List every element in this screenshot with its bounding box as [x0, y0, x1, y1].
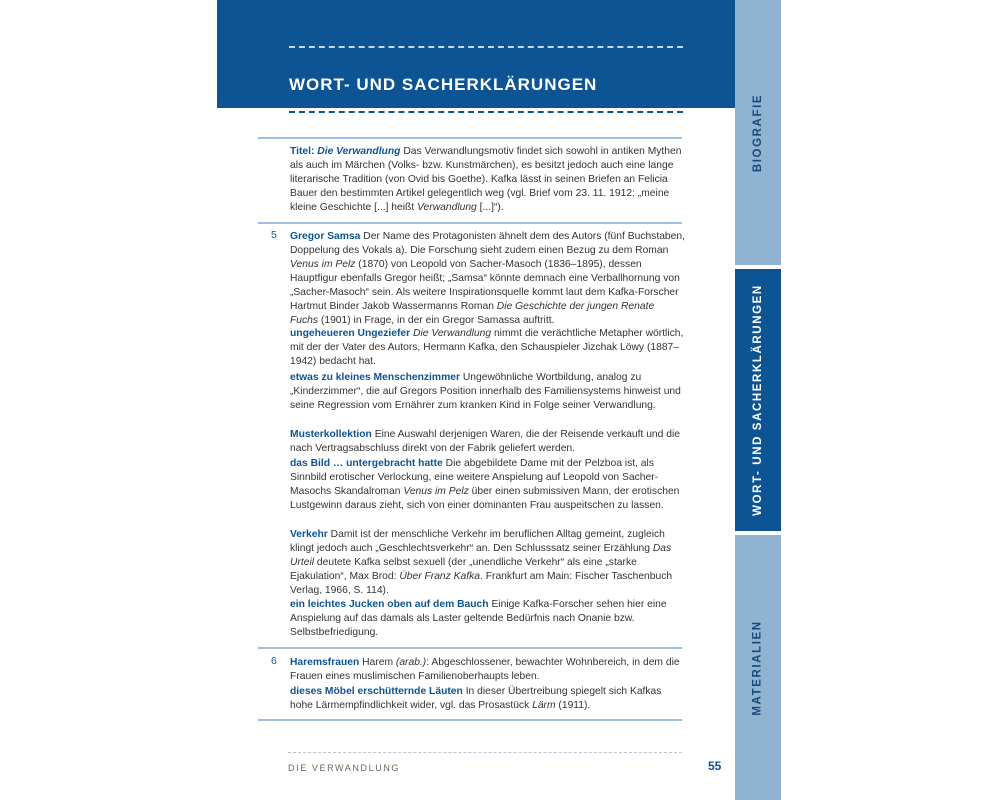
- entry-term: Musterkollektion: [290, 429, 372, 440]
- tab-label: WORT- UND SACHERKLÄRUNGEN: [752, 284, 765, 516]
- entry-musterkollektion: Musterkollektion Eine Auswahl derjenigen Waren, die der Reisende verkauft und die nach Vertragsabschluss direkt von der Fabrik geliefert werden.: [290, 429, 680, 454]
- entry-verkehr: Verkehr Damit ist der menschliche Verkehr im beruflichen Alltag gemeint, zugleich klingt jedoch auch „Geschlechtsverkehr“ an. Den Schlusssatz seiner Erzählung Das Urteil deutete Kafka selbst sexuell (der „unendliche Verkehr“ als eine „starke Ejakulation“, Max Brod: Über Franz Kafka. Frankfurt am Main: Fischer Taschenbuch Verlag, 1966, S. 114).: [290, 529, 673, 596]
- footer-dash: [288, 752, 682, 753]
- running-footer: DIE VERWANDLUNG: [288, 763, 401, 773]
- entry-term: Titel: Die Verwandlung: [290, 146, 401, 157]
- tab-label: MATERIALIEN: [752, 619, 765, 716]
- entry-ungeziefer: ungeheueren Ungeziefer Die Verwandlung nimmt die verächtliche Metapher wörtlich, mit der der Vater des Autors, Hermann Kafka, den Schauspieler Jizchak Löwy (1887–1942) bedacht hat.: [290, 328, 684, 367]
- tab-materialien[interactable]: [735, 535, 781, 800]
- entry-term: ein leichtes Jucken oben auf dem Bauch: [290, 599, 489, 610]
- divider-rule: [258, 647, 682, 649]
- entry-das-bild: das Bild … untergebracht hatte Die abgebildete Dame mit der Pelzboa ist, als Sinnbild erotischer Verlockung, eine weitere Anspielung auf Leopold von Sacher-Masochs Skandalroman Venus im Pelz über einen submissiven Mann, der erotischen Lustgewinn daraus zieht, sich von einer dominanten Frau auspeitschen zu lassen.: [290, 458, 680, 511]
- tab-label: BIOGRAFIE: [752, 93, 765, 172]
- divider-rule: [258, 222, 682, 224]
- header-dash-top: [289, 46, 683, 48]
- line-number: 6: [271, 656, 277, 667]
- entry-haremsfrauen: Haremsfrauen Harem (arab.): Abgeschlossener, bewachter Wohnbereich, in dem die Frauen eines muslimischen Familienoberhaupts leben.: [290, 657, 680, 682]
- chapter-title: WORT- UND SACHERKLÄRUNGEN: [289, 75, 598, 94]
- entry-jucken: ein leichtes Jucken oben auf dem Bauch Einige Kafka-Forscher sehen hier eine Anspielung auf das damals als Laster geltende Bedürfnis nach Onanie bzw. Selbstbefriedigung.: [290, 599, 667, 638]
- sidebar-nav: [735, 0, 781, 800]
- chapter-header: [217, 0, 735, 108]
- entry-term: Gregor Samsa: [290, 231, 361, 242]
- entry-term: Verkehr: [290, 529, 328, 540]
- page-number: 55: [708, 759, 722, 773]
- entry-moebel-laeuten: dieses Möbel erschütternde Läuten In dieser Übertreibung spiegelt sich Kafkas hohe Lärmempfindlichkeit wider, vgl. das Prosastück Lärm (1911).: [290, 686, 662, 711]
- header-dash-bottom: [289, 111, 683, 113]
- entry-titel: Titel: Die Verwandlung Das Verwandlungsmotiv findet sich sowohl in antiken Mythen als auch im Märchen (Volks- bzw. Kunstmärchen), es besitzt jedoch auch eine lange literarische Tradition (von Ovid bis Goethe). Kafka lässt in seinen Briefen an Felicia Bauer den bestimmten Artikel gelegentlich weg (vgl. Brief vom 23. 11. 1912: „meine kleine Geschichte [...] heißt Verwandlung [...]“).: [290, 146, 682, 213]
- entry-term: etwas zu kleines Menschenzimmer: [290, 372, 460, 383]
- entry-term: Haremsfrauen: [290, 657, 360, 668]
- entry-term: das Bild … untergebracht hatte: [290, 458, 443, 469]
- entry-term: ungeheueren Ungeziefer: [290, 328, 411, 339]
- divider-rule: [258, 719, 682, 721]
- entry-gregor-samsa: Gregor Samsa Der Name des Protagonisten ähnelt dem des Autors (fünf Buchstaben, Doppelung des Vokals a). Die Forschung sieht zudem einen Bezug zu dem Roman Venus im Pelz (1870) von Leopold von Sacher-Masoch (1836–1895), dessen Hauptfigur ebenfalls Gregor heißt; „Samsa“ könnte demnach eine Verballhornung von „Sacher-Masoch“ sein. Als weitere Inspirationsquelle kommt laut dem Kafka-Forscher Hartmut Binder Jakob Wassermanns Roman Die Geschichte der jungen Renate Fuchs (1901) in Frage, in der ein Gregor Samassa auftritt.: [290, 231, 685, 326]
- entry-menschenzimmer: etwas zu kleines Menschenzimmer Ungewöhnliche Wortbildung, analog zu „Kinderzimmer“, die auf Gregors Position innerhalb des Familiensystems hinweist und seine Regression vom Ernährer zum kranken Kind in Folge seiner Verwandlung.: [290, 372, 681, 411]
- tab-wort-und-sacherklaerungen[interactable]: [735, 269, 781, 531]
- line-number: 5: [271, 230, 277, 241]
- tab-biografie[interactable]: [735, 0, 781, 265]
- divider-rule: [258, 137, 682, 139]
- entry-term: dieses Möbel erschütternde Läuten: [290, 686, 463, 697]
